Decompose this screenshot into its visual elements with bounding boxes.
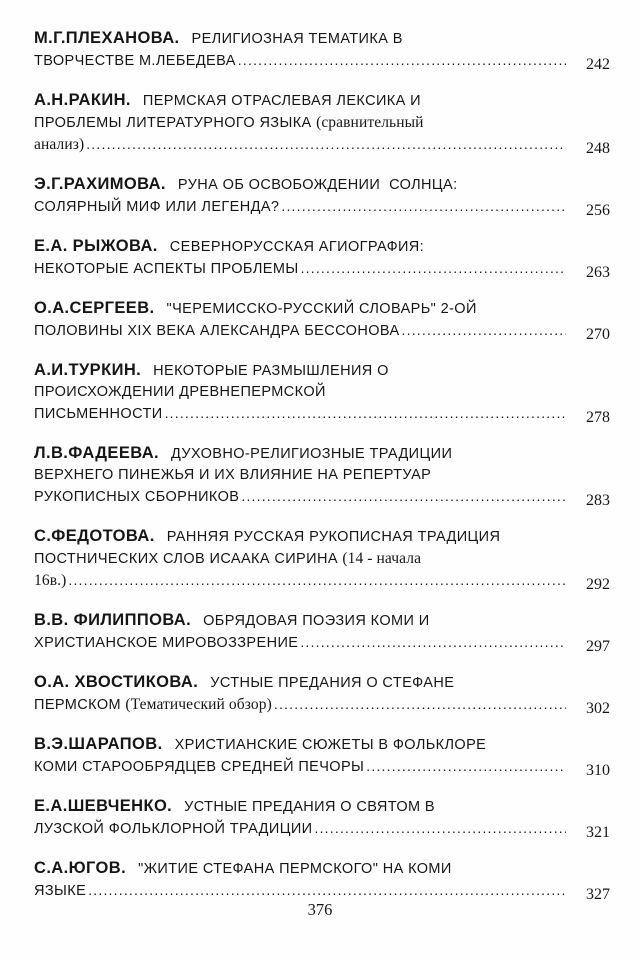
entry-line bbox=[34, 196, 566, 218]
entry-page-number: 270 bbox=[586, 326, 610, 343]
entry-line bbox=[34, 570, 566, 592]
entry-title-segment: РЕЛИГИОЗНАЯ ТЕМАТИКА В bbox=[191, 31, 403, 47]
entry-author: М.Г.ПЛЕХАНОВА. bbox=[34, 29, 180, 47]
entry-title-segment: РУКОПИСНЫХ СБОРНИКОВ bbox=[34, 489, 240, 505]
dot-leader bbox=[68, 570, 566, 592]
entry-line bbox=[34, 298, 566, 320]
entry-text bbox=[34, 174, 566, 218]
entry-text bbox=[34, 672, 566, 716]
entry-author: О.А.СЕРГЕЕВ. bbox=[34, 299, 155, 317]
entry-line bbox=[34, 548, 566, 570]
entry-title-segment: ЛУЗСКОЙ ФОЛЬКЛОРНОЙ ТРАДИЦИИ bbox=[34, 821, 313, 837]
entry-line bbox=[34, 610, 566, 632]
dot-leader bbox=[402, 320, 566, 342]
entry-line bbox=[34, 694, 566, 716]
entry-text bbox=[34, 610, 566, 654]
entry-line bbox=[34, 50, 566, 72]
toc-entry bbox=[34, 28, 610, 72]
entry-title-segment: ЯЗЫКЕ bbox=[34, 883, 87, 899]
entry-line bbox=[34, 134, 566, 156]
entry-author: С.А.ЮГОВ. bbox=[34, 859, 127, 877]
entry-line bbox=[34, 672, 566, 694]
entry-title-segment: ПРОИСХОЖДЕНИИ ДРЕВНЕПЕРМСКОЙ bbox=[34, 384, 326, 400]
entry-title-segment: ПОЛОВИНЫ XIX ВЕКА АЛЕКСАНДРА БЕССОНОВА bbox=[34, 323, 400, 339]
toc-list bbox=[34, 28, 610, 902]
entry-line bbox=[34, 818, 566, 840]
dot-leader bbox=[281, 196, 566, 218]
entry-page-number: 283 bbox=[586, 492, 610, 509]
entry-page-number: 292 bbox=[586, 576, 610, 593]
entry-line bbox=[34, 796, 566, 818]
entry-text bbox=[34, 443, 566, 508]
entry-page-number: 248 bbox=[586, 140, 610, 157]
entry-line bbox=[34, 734, 566, 756]
entry-author: В.В. ФИЛИППОВА. bbox=[34, 611, 192, 629]
toc-entry bbox=[34, 443, 610, 508]
entry-text bbox=[34, 360, 566, 425]
dot-leader bbox=[366, 756, 566, 778]
entry-text bbox=[34, 90, 566, 156]
dot-leader bbox=[300, 632, 566, 654]
entry-title-segment: ХРИСТИАНСКОЕ МИРОВОЗЗРЕНИЕ bbox=[34, 635, 299, 651]
entry-author: Э.Г.РАХИМОВА. bbox=[34, 175, 166, 193]
entry-text bbox=[34, 298, 566, 342]
dot-leader bbox=[301, 258, 566, 280]
entry-page-number: 302 bbox=[586, 700, 610, 717]
entry-title-segment: ХРИСТИАНСКИЕ СЮЖЕТЫ В ФОЛЬКЛОРЕ bbox=[174, 737, 487, 753]
entry-page-number: 327 bbox=[586, 886, 610, 903]
entry-page-number: 263 bbox=[586, 264, 610, 281]
entry-title-segment: НЕКОТОРЫЕ РАЗМЫШЛЕНИЯ О bbox=[153, 363, 389, 379]
entry-line bbox=[34, 382, 566, 403]
entry-text bbox=[34, 28, 566, 72]
entry-line bbox=[34, 858, 566, 880]
toc-entry bbox=[34, 734, 610, 778]
entry-line bbox=[34, 756, 566, 778]
entry-author: А.Н.РАКИН. bbox=[34, 91, 131, 109]
entry-text bbox=[34, 796, 566, 840]
entry-title-segment: ВЕРХНЕГО ПИНЕЖЬЯ И ИХ ВЛИЯНИЕ НА РЕПЕРТУАР bbox=[34, 467, 432, 483]
entry-author: Е.А.ШЕВЧЕНКО. bbox=[34, 797, 173, 815]
toc-entry bbox=[34, 610, 610, 654]
toc-entry bbox=[34, 858, 610, 902]
toc-entry bbox=[34, 672, 610, 716]
entry-title-segment: СОЛЯРНЫЙ МИФ ИЛИ ЛЕГЕНДА? bbox=[34, 199, 280, 215]
entry-page-number: 310 bbox=[586, 762, 610, 779]
entry-line bbox=[34, 443, 566, 465]
entry-title-segment: УСТНЫЕ ПРЕДАНИЯ О СТЕФАНЕ bbox=[210, 675, 455, 691]
entry-text bbox=[34, 236, 566, 280]
entry-title-segment: НЕКОТОРЫЕ АСПЕКТЫ ПРОБЛЕМЫ bbox=[34, 261, 299, 277]
entry-title-segment: ПЕРМСКАЯ ОТРАСЛЕВАЯ ЛЕКСИКА И bbox=[142, 93, 421, 109]
dot-leader bbox=[88, 880, 566, 902]
dot-leader bbox=[165, 403, 566, 425]
entry-author: Л.В.ФАДЕЕВА. bbox=[34, 444, 160, 462]
page-footer-number: 376 bbox=[307, 900, 333, 919]
entry-text bbox=[34, 734, 566, 778]
entry-page-number: 321 bbox=[586, 824, 610, 841]
toc-entry bbox=[34, 796, 610, 840]
entry-line bbox=[34, 174, 566, 196]
entry-page-number: 256 bbox=[586, 202, 610, 219]
dot-leader bbox=[86, 134, 566, 156]
entry-title-segment: УСТНЫЕ ПРЕДАНИЯ О СВЯТОМ В bbox=[184, 799, 435, 815]
entry-page-number: 242 bbox=[586, 56, 610, 73]
entry-title-segment: ДУХОВНО-РЕЛИГИОЗНЫЕ ТРАДИЦИИ bbox=[171, 446, 453, 462]
toc-entry bbox=[34, 236, 610, 280]
entry-title-segment: "ЧЕРЕМИССКО-РУССКИЙ СЛОВАРЬ" 2-ОЙ bbox=[166, 301, 477, 317]
entry-title-segment: (сравнительный bbox=[316, 114, 424, 131]
entry-title-segment: (14 - начала bbox=[342, 550, 422, 567]
entry-line bbox=[34, 258, 566, 280]
dot-leader bbox=[241, 486, 566, 508]
entry-title-segment: (Тематический обзор) bbox=[125, 696, 272, 713]
toc-entry bbox=[34, 526, 610, 592]
entry-title-segment: 16в.) bbox=[34, 572, 67, 589]
entry-line bbox=[34, 112, 566, 134]
entry-text bbox=[34, 526, 566, 592]
entry-title-segment: РУНА ОБ ОСВОБОЖДЕНИИ СОЛНЦА: bbox=[177, 177, 458, 193]
entry-line bbox=[34, 28, 566, 50]
entry-title-segment: КОМИ СТАРООБРЯДЦЕВ СРЕДНЕЙ ПЕЧОРЫ bbox=[34, 759, 365, 775]
entry-line bbox=[34, 880, 566, 902]
entry-line bbox=[34, 236, 566, 258]
toc-entry bbox=[34, 90, 610, 156]
entry-author: О.А. ХВОСТИКОВА. bbox=[34, 673, 199, 691]
entry-line bbox=[34, 403, 566, 425]
entry-text bbox=[34, 858, 566, 902]
entry-author: А.И.ТУРКИН. bbox=[34, 361, 142, 379]
dot-leader bbox=[315, 818, 567, 840]
entry-title-segment: анализ) bbox=[34, 136, 85, 153]
entry-title-segment: ТВОРЧЕСТВЕ М.ЛЕБЕДЕВА bbox=[34, 53, 236, 69]
entry-page-number: 297 bbox=[586, 638, 610, 655]
entry-title-segment: СЕВЕРНОРУССКАЯ АГИОГРАФИЯ: bbox=[169, 239, 425, 255]
entry-line bbox=[34, 90, 566, 112]
entry-title-segment: ПРОБЛЕМЫ ЛИТЕРАТУРНОГО ЯЗЫКА bbox=[34, 115, 317, 131]
entry-author: С.ФЕДОТОВА. bbox=[34, 527, 155, 545]
entry-author: Е.А. РЫЖОВА. bbox=[34, 237, 158, 255]
entry-title-segment: РАННЯЯ РУССКАЯ РУКОПИСНАЯ ТРАДИЦИЯ bbox=[166, 529, 501, 545]
entry-line bbox=[34, 632, 566, 654]
entry-line bbox=[34, 360, 566, 382]
entry-line bbox=[34, 320, 566, 342]
toc-entry bbox=[34, 298, 610, 342]
toc-entry bbox=[34, 174, 610, 218]
entry-page-number: 278 bbox=[586, 409, 610, 426]
toc-entry bbox=[34, 360, 610, 425]
entry-line bbox=[34, 465, 566, 486]
entry-line bbox=[34, 526, 566, 548]
entry-title-segment: ПЕРМСКОМ bbox=[34, 697, 126, 713]
entry-line bbox=[34, 486, 566, 508]
entry-title-segment: ОБРЯДОВАЯ ПОЭЗИЯ КОМИ И bbox=[203, 613, 430, 629]
dot-leader bbox=[274, 694, 566, 716]
entry-title-segment: ПИСЬМЕННОСТИ bbox=[34, 406, 163, 422]
entry-title-segment: ПОСТНИЧЕСКИХ СЛОВ ИСААКА СИРИНА bbox=[34, 551, 343, 567]
entry-title-segment: "ЖИТИЕ СТЕФАНА ПЕРМСКОГО" НА КОМИ bbox=[138, 861, 452, 877]
entry-author: В.Э.ШАРАПОВ. bbox=[34, 735, 163, 753]
dot-leader bbox=[238, 50, 566, 72]
